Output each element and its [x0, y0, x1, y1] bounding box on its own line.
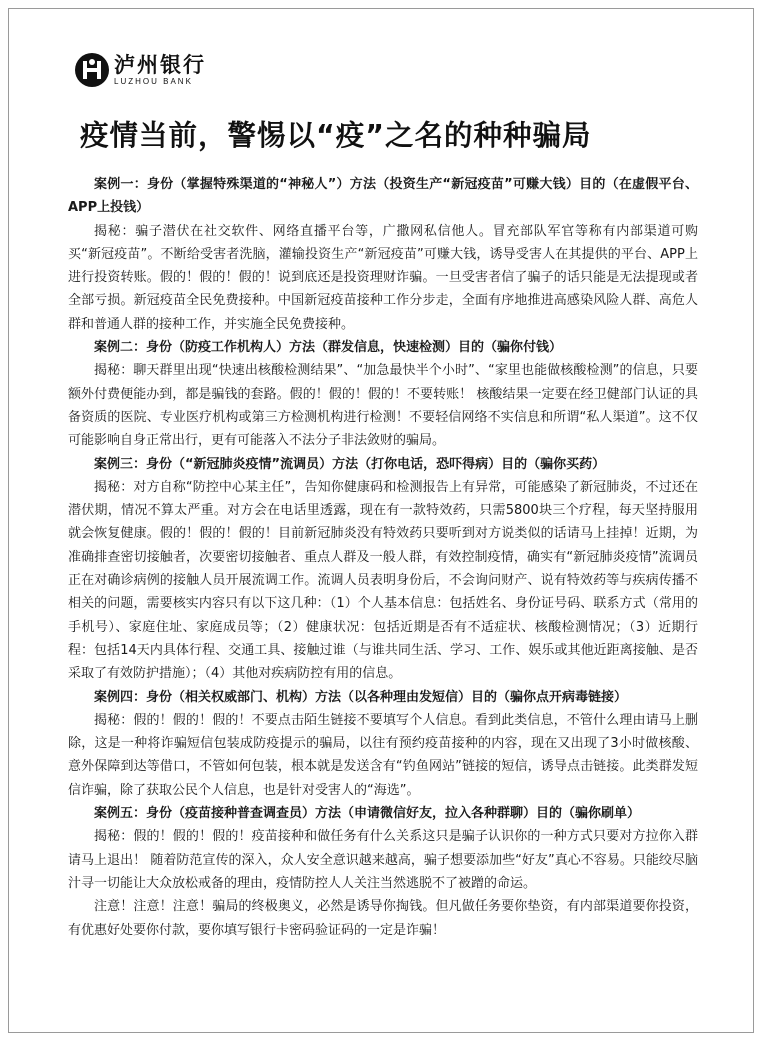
case-3-heading: 案例三：身份（“新冠肺炎疫情”流调员）方法（打你电话，恐吓得病）目的（骗你买药） [94, 456, 606, 472]
notice-paragraph: 注意！注意！注意！骗局的终极奥义，必然是诱导你掏钱。但凡做任务要你垫资，有内部渠道要你投资，有优惠好处要你付款，要你填写银行卡密码验证码的一定是诈骗！ [68, 899, 698, 938]
case-2-body: 揭秘：聊天群里出现“快速出核酸检测结果”、“加急最快半个小时”、“家里也能做核酸检测”的信息，只要额外付费便能办到，都是骗钱的套路。假的！假的！假的！不要转账！ 核酸结果一定要在经卫健部门认证的具备资质的医院、专业医疗机构或第三方检测机构进行检测！不要轻信网络不实信息和所谓“私人渠道”。这不仅可能影响自身正常出行，更有可能落入不法分子非法敛财的骗局。 [68, 363, 698, 449]
luzhou-bank-emblem-icon [74, 52, 110, 88]
case-2-heading: 案例二：身份（防疫工作机构人）方法（群发信息，快速检测）目的（骗你付钱） [94, 340, 563, 356]
logo-chinese-name: 泸州银行 [114, 52, 206, 77]
logo-english-name: LUZHOU BANK [114, 76, 193, 86]
bank-logo [74, 52, 206, 88]
case-5-heading: 案例五：身份（疫苗接种普查调查员）方法（申请微信好友，拉入各种群聊）目的（骗你刷单） [94, 806, 641, 822]
article-body [68, 173, 698, 942]
case-5-body: 揭秘：假的！假的！假的！疫苗接种和做任务有什么关系这只是骗子认识你的一种方式只要对方拉你入群请马上退出！ 随着防范宣传的深入，众人安全意识越来越高，骗子想要添加些“好友”真心不容易。只能绞尽脑汁寻一切能让大众放松戒备的理由，疫情防控人人关注当然逃脱不了被蹭的命运。 [68, 829, 698, 891]
case-3-body: 揭秘：对方自称“防控中心某主任”，告知你健康码和检测报告上有异常，可能感染了新冠肺炎，不过还在潜伏期，情况不算太严重。对方会在电话里透露，现在有一款特效药，只需5800块三个疗程，每天坚持服用就会恢复健康。假的！假的！假的！目前新冠肺炎没有特效药只要听到对方说类似的话请马上挂掉！近期，为准确排查密切接触者，次要密切接触者、重点人群及一般人群，有效控制疫情，确实有“新冠肺炎疫情”流调员正在对确诊病例的接触人员开展流调工作。流调人员表明身份后，不会询问财产、说有特效药等与疾病传播不相关的问题，需要核实内容只有以下这几种：（1）个人基本信息：包括姓名、身份证号码、联系方式（常用的手机号）、家庭住址、家庭成员等；（2）健康状况：包括近期是否有不适症状、核酸检测情况；（3）近期行程：包括14天内具体行程、交通工具、接触过谁（与谁共同生活、学习、工作、娱乐或其他近距离接触、是否采取了有效防护措施）；（4）其他对疾病防控有用的信息。 [68, 479, 698, 682]
page-title: 疫情当前，警惕以“疫”之名的种种骗局 [80, 119, 592, 152]
case-4-heading: 案例四：身份（相关权威部门、机构）方法（以各种理由发短信）目的（骗你点开病毒链接） [94, 689, 628, 705]
case-4-body: 揭秘：假的！假的！假的！不要点击陌生链接不要填写个人信息。看到此类信息，不管什么理由请马上删除，这是一种将诈骗短信包装成防疫提示的骗局，以往有预约疫苗接种的内容，现在又出现了3小时做核酸、意外保障到达等借口，不管如何包装，根本就是发送含有“钓鱼网站”链接的短信，诱导点击链接。此类群发短信诈骗，除了获取公民个人信息，也是针对受害人的“海选”。 [68, 712, 698, 798]
case-1-body: 揭秘：骗子潜伏在社交软件、网络直播平台等，广撒网私信他人。冒充部队军官等称有内部渠道可购买“新冠疫苗”。不断给受害者洗脑，灌输投资生产“新冠疫苗”可赚大钱，诱导受害人在其提供的平台、APP上进行投资转账。假的！假的！假的！说到底还是投资理财诈骗。一旦受害者信了骗子的话只能是无法提现或者全部亏损。新冠疫苗全民免费接种。中国新冠疫苗接种工作分步走，全面有序地推进高感染风险人群、高危人群和普通人群的接种工作，并实施全民免费接种。 [68, 223, 698, 332]
case-1-heading: 案例一：身份（掌握特殊渠道的“神秘人”）方法（投资生产“新冠疫苗”可赚大钱）目的（在虚假平台、APP上投钱） [68, 177, 698, 216]
